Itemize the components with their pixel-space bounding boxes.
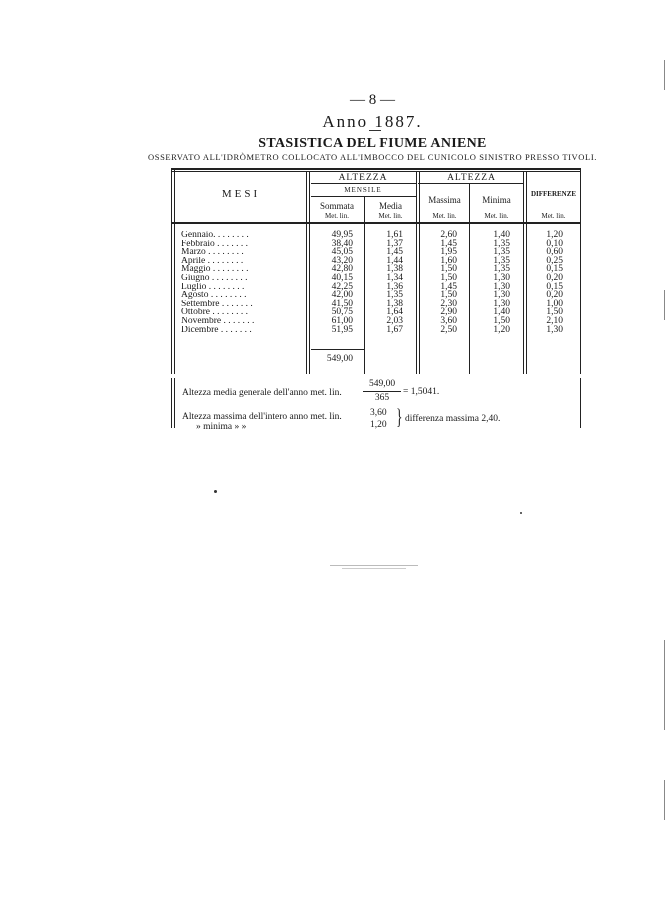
cell-month: Dicembre . . . . . . .	[181, 325, 252, 335]
margin-mark	[664, 60, 665, 90]
cell-media: 1,36	[386, 281, 403, 292]
cell-minima: 1,20	[493, 324, 510, 335]
cell-sommata: 42,80	[331, 264, 353, 275]
total-rule	[311, 349, 364, 350]
year-title: Anno 1887.	[322, 112, 423, 131]
cell-massima: 1,50	[440, 290, 457, 301]
header-media: Media	[379, 201, 402, 211]
cell-media: 1,45	[386, 247, 403, 258]
unit-differenze: Met. lin.	[541, 212, 566, 220]
cell-month: Agosto . . . . . . . .	[181, 291, 247, 300]
header-bottom-rule	[172, 222, 581, 224]
value-massima: 3,60	[370, 408, 387, 418]
cell-diff: 2,10	[546, 316, 563, 326]
unit-massima: Met. lin.	[432, 212, 457, 220]
cell-diff: 0,60	[546, 247, 563, 258]
header-differenze: DIFFERENZE	[530, 190, 577, 198]
table-right-rule-lower	[580, 378, 581, 428]
cell-massima: 1,95	[440, 247, 457, 258]
cell-month: Novembre . . . . . . .	[181, 317, 255, 326]
cell-media: 1,38	[386, 264, 403, 275]
cell-month: Aprile . . . . . . . .	[181, 256, 244, 266]
header-mensile: MENSILE	[344, 186, 382, 194]
cell-diff: 0,25	[546, 255, 563, 266]
cell-media: 1,44	[386, 255, 403, 266]
cell-massima: 1,45	[440, 238, 457, 249]
table-left-rule-lower	[171, 378, 172, 428]
fraction-denominator: 365	[374, 393, 390, 403]
faint-rule	[342, 568, 406, 569]
column-rule	[306, 171, 307, 374]
cell-massima: 2,50	[440, 324, 457, 335]
media-result: = 1,5041.	[403, 387, 440, 397]
cell-diff: 1,20	[546, 230, 563, 240]
header-massima: Massima	[428, 195, 461, 205]
table-left-rule-lower	[174, 378, 175, 428]
cell-sommata: 42,00	[331, 290, 353, 301]
cell-diff: 1,30	[546, 324, 563, 335]
cell-diff: 0,15	[546, 281, 563, 292]
cell-massima: 3,60	[440, 316, 457, 326]
column-rule	[523, 171, 524, 374]
cell-media: 1,67	[386, 324, 403, 335]
cell-media: 1,35	[386, 290, 403, 301]
cell-media: 2,03	[386, 316, 403, 326]
cell-sommata: 38,40	[331, 238, 353, 249]
cell-sommata: 42,25	[331, 281, 353, 292]
cell-massima: 1,50	[440, 273, 457, 283]
cell-sommata: 51,95	[331, 324, 353, 335]
cell-month: Giugno . . . . . . . .	[181, 274, 248, 283]
page-number: — 8 —	[350, 92, 395, 108]
cell-month: Febbraio . . . . . . .	[181, 239, 249, 249]
cell-sommata: 50,75	[331, 307, 353, 318]
cell-minima: 1,30	[493, 290, 510, 301]
cell-sommata: 41,50	[331, 298, 353, 309]
header-mesi: MESI	[221, 188, 261, 200]
cell-sommata: 40,15	[331, 273, 353, 283]
table-right-rule	[580, 168, 581, 374]
cell-month: Luglio . . . . . . . .	[181, 282, 245, 292]
cell-month: Settembre . . . . . . .	[181, 299, 253, 309]
cell-media: 1,61	[386, 230, 403, 240]
cell-media: 1,64	[386, 307, 403, 318]
cell-minima: 1,30	[493, 281, 510, 292]
cell-minima: 1,40	[493, 230, 510, 240]
table-top-rule	[172, 168, 581, 170]
cell-media: 1,34	[386, 273, 403, 283]
cell-sommata: 43,20	[331, 255, 353, 266]
header-minima: Minima	[482, 195, 511, 205]
cell-minima: 1,30	[493, 273, 510, 283]
table-top-rule-thin	[172, 171, 581, 172]
unit-sommata: Met. lin.	[325, 212, 349, 220]
cell-diff: 0,10	[546, 238, 563, 249]
cell-massima: 1,50	[440, 264, 457, 275]
unit-minima: Met. lin.	[484, 212, 509, 220]
cell-diff: 0,20	[546, 273, 563, 283]
curly-brace-icon: }	[396, 404, 403, 429]
header-rule	[418, 183, 524, 184]
fraction-numerator: 549,00	[368, 379, 396, 389]
margin-mark	[664, 640, 665, 730]
cell-sommata: 49,95	[331, 230, 353, 240]
table-left-rule	[174, 168, 175, 374]
value-minima: 1,20	[370, 420, 387, 430]
fraction-bar	[363, 391, 401, 392]
cell-minima: 1,35	[493, 264, 510, 275]
cell-massima: 2,90	[440, 307, 457, 318]
cell-massima: 1,45	[440, 281, 457, 292]
header-rule	[311, 183, 417, 184]
cell-month: Maggio . . . . . . . .	[181, 265, 249, 274]
cell-sommata: 61,00	[331, 316, 353, 326]
cell-minima: 1,35	[493, 238, 510, 249]
cell-minima: 1,35	[493, 255, 510, 266]
cell-media: 1,37	[386, 238, 403, 249]
cell-diff: 0,15	[546, 264, 563, 275]
cell-massima: 1,60	[440, 255, 457, 266]
cell-month: Marzo . . . . . . . .	[181, 248, 244, 257]
cell-massima: 2,60	[440, 230, 457, 240]
ink-speck	[214, 490, 217, 493]
table-left-rule	[171, 168, 172, 374]
cell-massima: 2,30	[440, 298, 457, 309]
header-altezza-estremi: ALTEZZA	[447, 173, 496, 183]
cell-media: 1,38	[386, 298, 403, 309]
column-rule	[416, 171, 417, 374]
cell-diff: 1,00	[546, 298, 563, 309]
faint-rule	[330, 565, 418, 566]
ink-speck	[520, 512, 522, 514]
cell-minima: 1,50	[493, 316, 510, 326]
cell-sommata: 45,05	[331, 247, 353, 258]
statistics-title: STASISTICA DEL FIUME ANIENE	[258, 136, 487, 151]
cell-minima: 1,35	[493, 247, 510, 258]
header-altezza-mensile: ALTEZZA	[338, 173, 388, 183]
margin-mark	[664, 290, 665, 320]
massima-label: Altezza massima dell'intero anno met. lin.	[182, 412, 342, 422]
title-rule	[369, 130, 381, 131]
cell-diff: 1,50	[546, 307, 563, 318]
cell-month: Gennaio. . . . . . . .	[181, 231, 249, 240]
cell-month: Ottobre . . . . . . . .	[181, 308, 249, 317]
statistics-subtitle: OSSERVATO ALL'IDRÒMETRO COLLOCATO ALL'IMBOCCO DEL CUNICOLO SINISTRO PRESSO TIVOLI.	[148, 152, 597, 162]
media-label: Altezza media generale dell'anno met. lin.	[182, 388, 342, 398]
cell-minima: 1,30	[493, 298, 510, 309]
max-difference: differenza massima 2,40.	[405, 414, 501, 424]
header-sommata: Sommata	[320, 201, 354, 211]
minima-label: » minima » »	[196, 422, 247, 432]
cell-minima: 1,40	[493, 307, 510, 318]
cell-diff: 0,20	[546, 290, 563, 301]
margin-mark	[664, 780, 665, 820]
unit-media: Met. lin.	[378, 212, 403, 220]
total-sommata: 549,00	[326, 354, 353, 364]
